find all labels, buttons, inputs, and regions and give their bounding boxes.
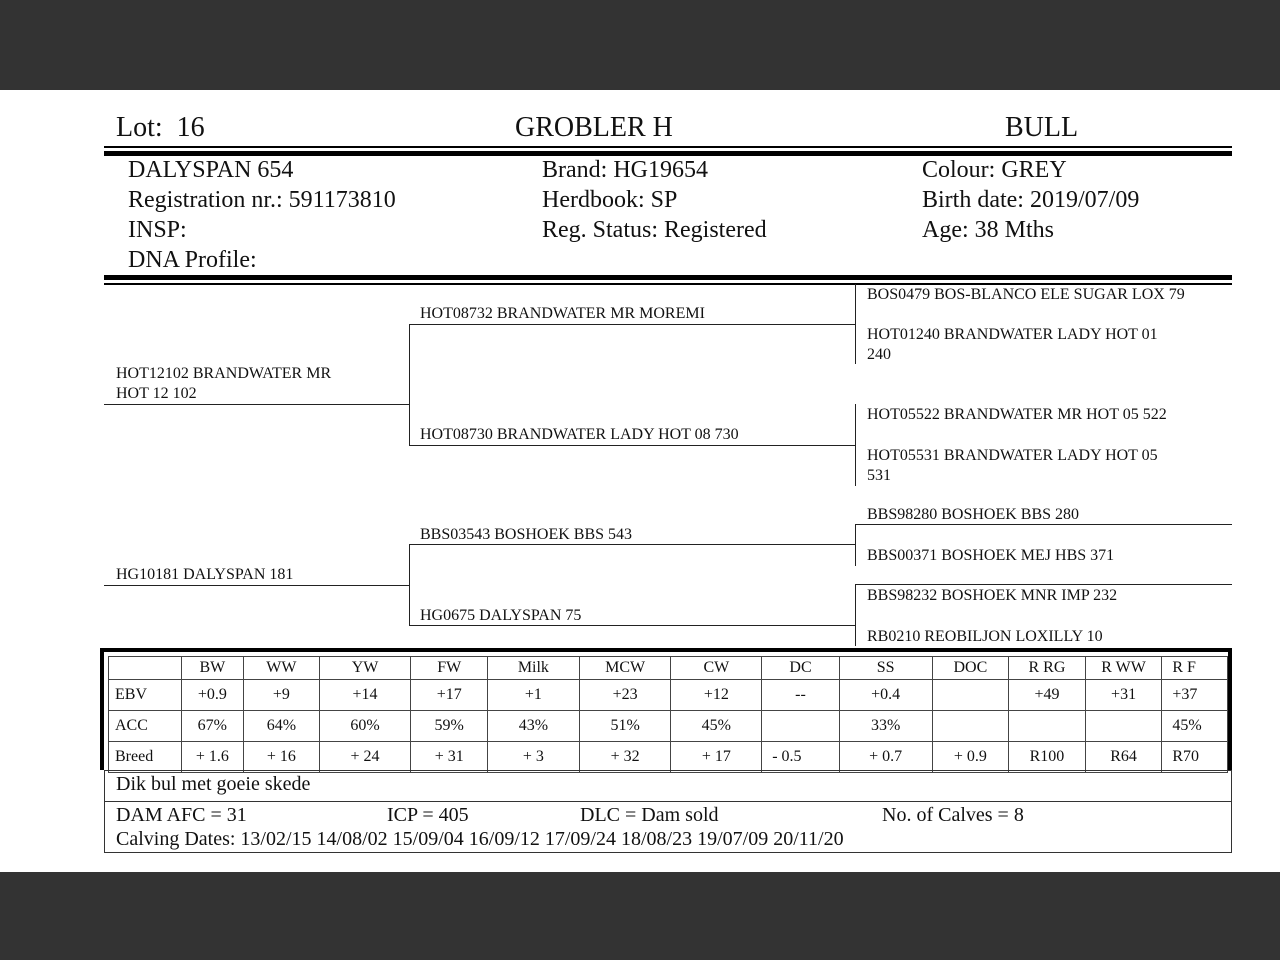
table-cell: +49 xyxy=(1009,680,1086,711)
pedigree-dsd: BBS00371 BOSHOEK MEJ HBS 371 xyxy=(867,547,1115,564)
table-cell: R70 xyxy=(1162,742,1228,773)
bottom-bar xyxy=(0,872,1280,960)
table-cell: 67% xyxy=(181,711,244,742)
brand-field: Brand: HG19654 xyxy=(542,157,708,183)
table-cell: 64% xyxy=(244,711,320,742)
col-header: DOC xyxy=(932,657,1009,680)
dd-bracket xyxy=(855,584,856,646)
acc-row xyxy=(109,711,1228,742)
row-label: EBV xyxy=(109,680,182,711)
ebv-table xyxy=(108,656,1228,773)
table-cell: 51% xyxy=(579,711,671,742)
table-cell: +14 xyxy=(319,680,411,711)
lot-label: Lot: 16 xyxy=(116,112,205,143)
pedigree-dam: HG10181 DALYSPAN 181 xyxy=(116,566,294,583)
col-header: YW xyxy=(319,657,411,680)
pedigree-dam-dam: HG0675 DALYSPAN 75 xyxy=(420,607,582,624)
pedigree-sds: HOT05522 BRANDWATER MR HOT 05 522 xyxy=(867,406,1167,423)
pedigree-sire-dam: HOT08730 BRANDWATER LADY HOT 08 730 xyxy=(420,426,739,443)
col-header: MCW xyxy=(579,657,671,680)
dam-bracket xyxy=(409,544,410,626)
table-cell: +9 xyxy=(244,680,320,711)
table-cell xyxy=(1009,711,1086,742)
col-header: FW xyxy=(411,657,488,680)
lot-number: 16 xyxy=(176,112,205,143)
registration-number: Registration nr.: 591173810 xyxy=(128,187,396,213)
table-cell: + 0.7 xyxy=(839,742,932,773)
col-header: WW xyxy=(244,657,320,680)
col-header: R WW xyxy=(1085,657,1162,680)
ss-line xyxy=(409,324,856,325)
table-cell: R100 xyxy=(1009,742,1086,773)
row-label: Breed xyxy=(109,742,182,773)
table-cell xyxy=(932,711,1009,742)
col-header: Milk xyxy=(488,657,580,680)
table-cell: +37 xyxy=(1162,680,1228,711)
sire-line xyxy=(104,404,410,405)
table-cell: 59% xyxy=(411,711,488,742)
dam-line xyxy=(104,585,410,586)
icp: ICP = 405 xyxy=(387,804,469,826)
insp-field: INSP: xyxy=(128,217,187,243)
comment-text: Dik bul met goeie skede xyxy=(116,773,311,795)
table-cell: 45% xyxy=(671,711,762,742)
sire-bracket xyxy=(409,324,410,445)
sd-bracket xyxy=(855,404,856,486)
dam-info-box xyxy=(104,801,1232,853)
pedigree-dam-sire: BBS03543 BOSHOEK BBS 543 xyxy=(420,526,633,543)
pedigree-dds: BBS98232 BOSHOEK MNR IMP 232 xyxy=(867,587,1118,604)
col-header: SS xyxy=(839,657,932,680)
table-cell: 60% xyxy=(319,711,411,742)
dlc: DLC = Dam sold xyxy=(580,804,719,826)
pedigree-sire-sire: HOT08732 BRANDWATER MR MOREMI xyxy=(420,305,705,322)
col-header: CW xyxy=(671,657,762,680)
table-cell: 43% xyxy=(488,711,580,742)
pedigree-ssd: HOT01240 BRANDWATER LADY HOT 01 240 xyxy=(867,326,1158,363)
col-header: R F xyxy=(1162,657,1228,680)
table-cell xyxy=(762,711,840,742)
pedigree-sdd: HOT05531 BRANDWATER LADY HOT 05 531 xyxy=(867,447,1158,484)
age-field: Age: 38 Mths xyxy=(922,217,1054,243)
table-cell: + 31 xyxy=(411,742,488,773)
herdbook-field: Herdbook: SP xyxy=(542,187,678,213)
comment-box xyxy=(104,770,1232,802)
ds-bracket xyxy=(855,524,856,566)
breed-row xyxy=(109,742,1228,773)
table-cell: + 16 xyxy=(244,742,320,773)
table-cell: + 1.6 xyxy=(181,742,244,773)
lot-card xyxy=(0,90,1280,872)
col-header: DC xyxy=(762,657,840,680)
dam-afc: DAM AFC = 31 xyxy=(116,804,247,826)
colour-field: Colour: GREY xyxy=(922,157,1067,183)
header-rule-thick xyxy=(104,151,1232,156)
calving-dates: Calving Dates: 13/02/15 14/08/02 15/09/04 16/09/12 17/09/24 18/08/23 19/07/09 20/11/20 xyxy=(116,828,844,850)
table-cell: 33% xyxy=(839,711,932,742)
pedigree-dss: BBS98280 BOSHOEK BBS 280 xyxy=(867,506,1080,523)
ebv-row xyxy=(109,680,1228,711)
header-rule xyxy=(104,146,1232,148)
dds-line xyxy=(855,584,1232,585)
sex-label: BULL xyxy=(1005,112,1079,143)
table-cell: +12 xyxy=(671,680,762,711)
ebv-header-row xyxy=(109,657,1228,680)
reg-status-field: Reg. Status: Registered xyxy=(542,217,767,243)
dna-profile-field: DNA Profile: xyxy=(128,247,257,273)
table-cell: +23 xyxy=(579,680,671,711)
pedigree-sire: HOT12102 BRANDWATER MR HOT 12 102 xyxy=(116,365,332,402)
table-cell: + 0.9 xyxy=(932,742,1009,773)
table-cell: -- xyxy=(762,680,840,711)
table-cell: 45% xyxy=(1162,711,1228,742)
table-cell: + 17 xyxy=(671,742,762,773)
table-cell: + 32 xyxy=(579,742,671,773)
table-cell: + 24 xyxy=(319,742,411,773)
birth-date-field: Birth date: 2019/07/09 xyxy=(922,187,1140,213)
ss-bracket xyxy=(855,284,856,364)
col-header: R RG xyxy=(1009,657,1086,680)
col-header: BW xyxy=(181,657,244,680)
table-cell: +31 xyxy=(1085,680,1162,711)
table-cell: +0.9 xyxy=(181,680,244,711)
table-cell xyxy=(932,680,1009,711)
table-cell: - 0.5 xyxy=(762,742,840,773)
table-cell xyxy=(1085,711,1162,742)
number-of-calves: No. of Calves = 8 xyxy=(882,804,1024,826)
owner-name: GROBLER H xyxy=(515,112,673,143)
pedigree-ddd: RB0210 REOBILJON LOXILLY 10 xyxy=(867,628,1103,645)
top-bar xyxy=(0,0,1280,90)
table-cell: + 3 xyxy=(488,742,580,773)
pedigree-sss: BOS0479 BOS-BLANCO ELE SUGAR LOX 79 xyxy=(867,286,1185,303)
animal-name: DALYSPAN 654 xyxy=(128,157,294,183)
table-cell: +0.4 xyxy=(839,680,932,711)
sd-line xyxy=(409,445,856,446)
col-header xyxy=(109,657,182,680)
row-label: ACC xyxy=(109,711,182,742)
info-rule-thick xyxy=(104,275,1232,280)
table-cell: R64 xyxy=(1085,742,1162,773)
table-cell: +1 xyxy=(488,680,580,711)
table-cell: +17 xyxy=(411,680,488,711)
